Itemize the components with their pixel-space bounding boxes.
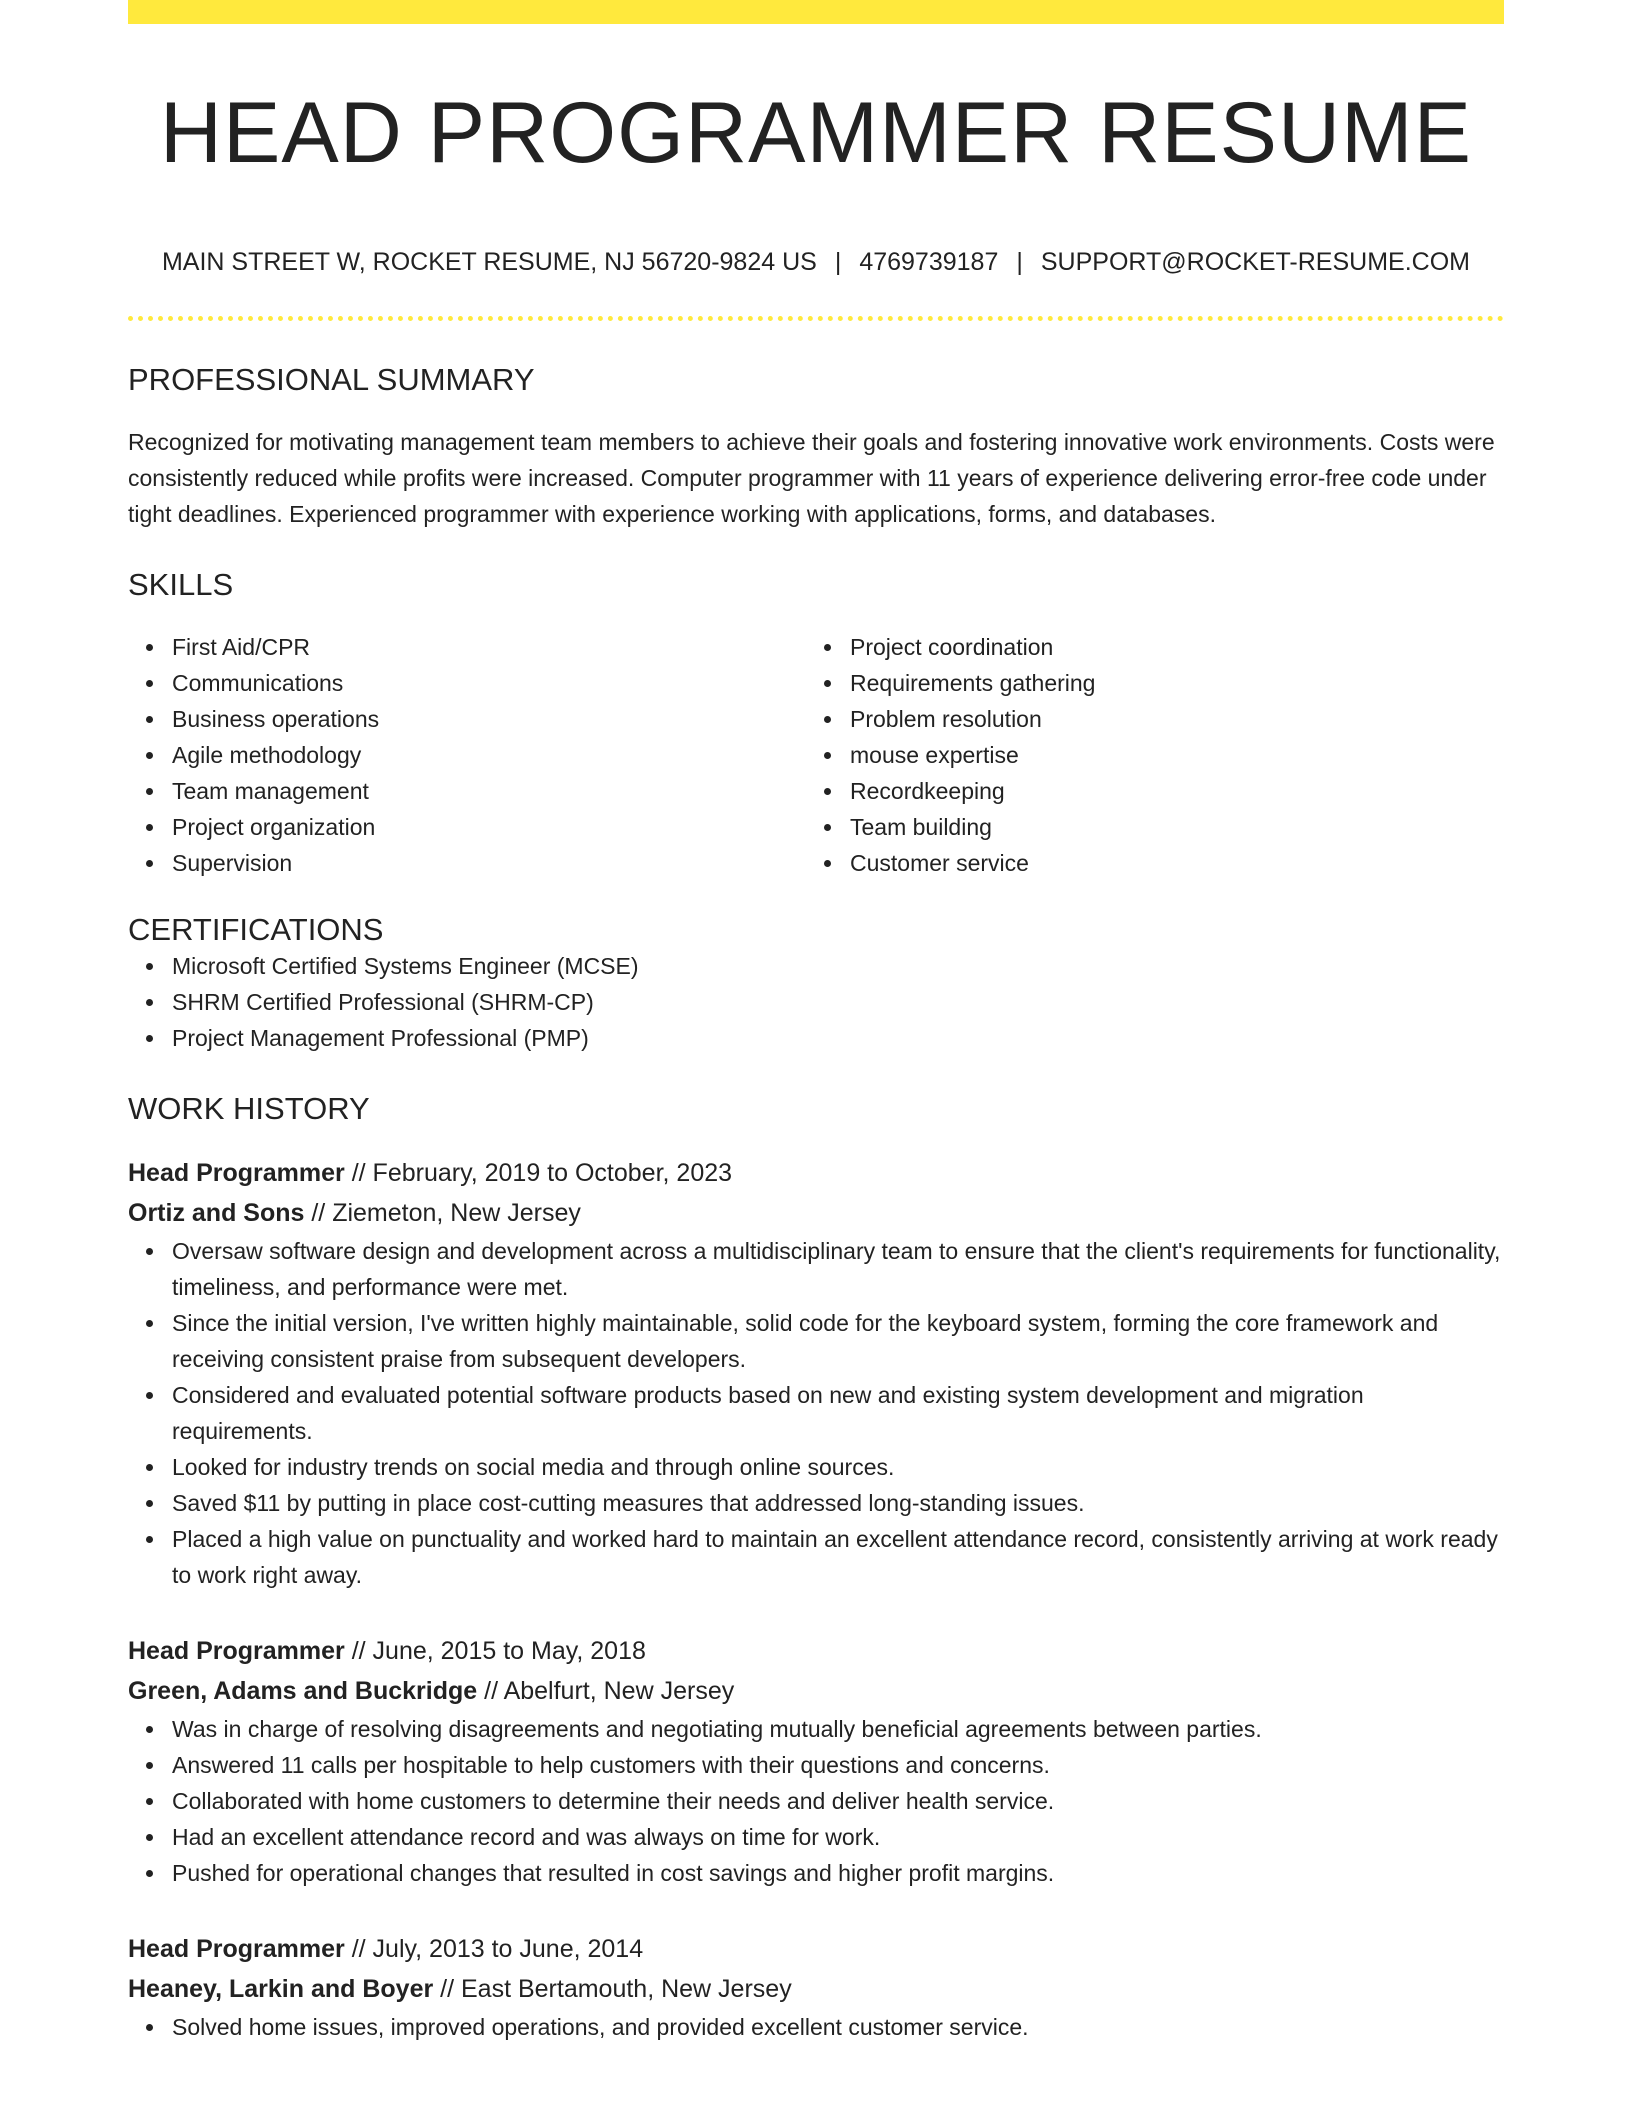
- job-company-line: [128, 1193, 1504, 1233]
- job-company-line: [128, 1969, 1504, 2009]
- skill-item: Customer service: [850, 845, 1484, 881]
- skill-item: Business operations: [172, 701, 806, 737]
- job-dates: February, 2019 to October, 2023: [372, 1158, 733, 1187]
- job-bullet: Collaborated with home customers to determine their needs and deliver health service.: [172, 1783, 1504, 1819]
- job-dates: July, 2013 to June, 2014: [372, 1934, 644, 1963]
- skills-heading: SKILLS: [128, 567, 234, 603]
- contact-separator: |: [834, 248, 842, 277]
- certification-item: SHRM Certified Professional (SHRM-CP): [172, 984, 1504, 1020]
- skill-item: Team building: [850, 809, 1484, 845]
- dotted-divider: [128, 316, 1504, 321]
- job-title-line: [128, 1929, 1504, 1969]
- contact-address: MAIN STREET W, ROCKET RESUME, NJ 56720-9824 US: [161, 248, 817, 277]
- job-separator: //: [344, 1636, 373, 1665]
- contact-phone: 4769739187: [859, 248, 999, 277]
- job-dates: June, 2015 to May, 2018: [372, 1636, 646, 1665]
- job-separator: //: [477, 1676, 504, 1705]
- job-bullets: [128, 1233, 1504, 1593]
- job-entry: [128, 1153, 1504, 1593]
- certification-item: Project Management Professional (PMP): [172, 1020, 1504, 1056]
- accent-bar: [128, 0, 1504, 24]
- summary-heading: PROFESSIONAL SUMMARY: [128, 362, 535, 398]
- skills-column-right: [806, 629, 1484, 881]
- job-bullet: Was in charge of resolving disagreements and negotiating mutually beneficial agreements between parties.: [172, 1711, 1504, 1747]
- job-title-line: [128, 1153, 1504, 1193]
- work-history-heading: WORK HISTORY: [128, 1090, 370, 1126]
- job-company: Green, Adams and Buckridge: [128, 1676, 478, 1705]
- skill-item: Communications: [172, 665, 806, 701]
- job-entry: [128, 1631, 1504, 1891]
- resume-title: HEAD PROGRAMMER RESUME: [159, 85, 1473, 181]
- contact-line: [128, 247, 1504, 277]
- job-bullet: Considered and evaluated potential software products based on new and existing system development and migration requirements.: [172, 1377, 1504, 1449]
- job-bullet: Oversaw software design and development across a multidisciplinary team to ensure that the client's requirements for functionality, timeliness, and performance were met.: [172, 1233, 1504, 1305]
- skill-item: Requirements gathering: [850, 665, 1484, 701]
- job-entry: [128, 1929, 1504, 2045]
- job-bullet: Placed a high value on punctuality and worked hard to maintain an excellent attendance record, consistently arriving at work ready to work right away.: [172, 1521, 1504, 1593]
- skill-item: First Aid/CPR: [172, 629, 806, 665]
- certifications-heading: CERTIFICATIONS: [128, 911, 384, 947]
- job-separator: //: [433, 1974, 461, 2003]
- skill-item: mouse expertise: [850, 737, 1484, 773]
- job-bullet: Solved home issues, improved operations, and provided excellent customer service.: [172, 2009, 1504, 2045]
- job-separator: //: [344, 1934, 373, 1963]
- certifications-list: [128, 948, 1504, 1056]
- skill-item: Recordkeeping: [850, 773, 1484, 809]
- skill-item: Supervision: [172, 845, 806, 881]
- skill-item: Team management: [172, 773, 806, 809]
- job-location: East Bertamouth, New Jersey: [461, 1974, 792, 2003]
- skills-list-right: [806, 629, 1484, 881]
- contact-separator: |: [1016, 248, 1023, 277]
- job-location: Ziemeton, New Jersey: [332, 1198, 581, 1227]
- job-company-line: [128, 1671, 1504, 1711]
- job-title: Head Programmer: [128, 1636, 345, 1665]
- skill-item: Project organization: [172, 809, 806, 845]
- job-title: Head Programmer: [128, 1934, 345, 1963]
- skills-grid: [128, 629, 1504, 881]
- job-title: Head Programmer: [128, 1158, 345, 1187]
- job-bullets: [128, 1711, 1504, 1891]
- certification-item: Microsoft Certified Systems Engineer (MCSE): [172, 948, 1504, 984]
- summary-text: Recognized for motivating management team members to achieve their goals and fostering innovative work environments. Costs were consistently reduced while profits were increased. Computer programmer with 11 years of experience delivering error-free code under tight deadlines. Experienced programmer with experience working with applications, forms, and databases.: [128, 429, 1495, 528]
- resume-page: [128, 0, 1504, 2045]
- skill-item: Project coordination: [850, 629, 1484, 665]
- job-company: Heaney, Larkin and Boyer: [128, 1974, 434, 2003]
- job-bullet: Since the initial version, I've written highly maintainable, solid code for the keyboard system, forming the core framework and receiving consistent praise from subsequent developers.: [172, 1305, 1504, 1377]
- skill-item: Agile methodology: [172, 737, 806, 773]
- skills-list-left: [128, 629, 806, 881]
- skill-item: Problem resolution: [850, 701, 1484, 737]
- job-separator: //: [304, 1198, 333, 1227]
- job-bullet: Looked for industry trends on social media and through online sources.: [172, 1449, 1504, 1485]
- job-bullet: Saved $11 by putting in place cost-cutting measures that addressed long-standing issues.: [172, 1485, 1504, 1521]
- job-bullets: [128, 2009, 1504, 2045]
- job-location: Abelfurt, New Jersey: [503, 1676, 735, 1705]
- job-company: Ortiz and Sons: [128, 1198, 305, 1227]
- job-bullet: Answered 11 calls per hospitable to help customers with their questions and concerns.: [172, 1747, 1504, 1783]
- job-bullet: Had an excellent attendance record and was always on time for work.: [172, 1819, 1504, 1855]
- skills-column-left: [128, 629, 806, 881]
- job-bullet: Pushed for operational changes that resulted in cost savings and higher profit margins.: [172, 1855, 1504, 1891]
- job-title-line: [128, 1631, 1504, 1671]
- contact-email: SUPPORT@ROCKET-RESUME.COM: [1040, 248, 1470, 277]
- job-separator: //: [344, 1158, 373, 1187]
